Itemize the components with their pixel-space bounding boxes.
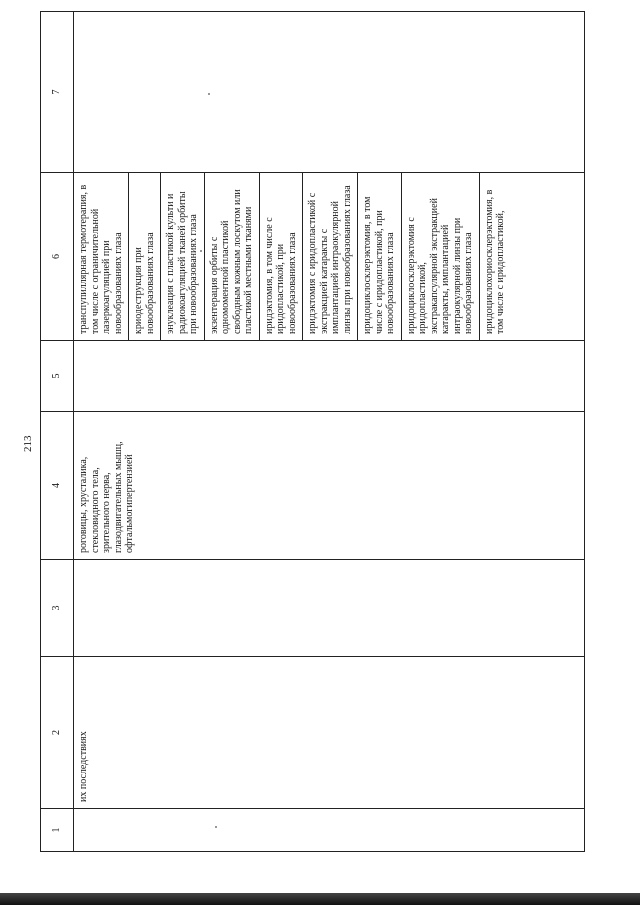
procedure-item: иридоциклохориосклерэктомия, в том числе с иридопластикой, [483,189,506,334]
scan-speck [208,93,210,95]
cell-col-4 [74,412,585,560]
procedure-item: иридоциклосклерэктомия с иридопластикой, экстракапсулярной экстракцией катаракты, имплантацией интраокулярной линзы при новообразованиях глаза [402,173,480,340]
cell-col-6 [74,173,585,341]
procedure-item: иридоциклосклерэктомия, в том числе с иридопластикой, при новообразованиях глаза [358,173,402,340]
services-table [40,11,585,852]
rotated-table [40,12,585,852]
header-col-5: 5 [41,341,74,412]
procedure-item: экзентерация орбиты с одномоментной пластикой свободным кожным лоскутом или пластикой местными тканями [205,173,260,340]
scan-speck [200,250,202,252]
procedure-item: иридэктомия, в том числе с иридопластикой, при новообразованиях глаза [260,173,304,340]
header-row [41,12,74,852]
header-col-1: 1 [41,809,74,852]
page-number: 213 [22,435,34,452]
header-col-4: 4 [41,412,74,560]
cell-col-2-text: их последствиях [78,731,89,802]
procedure-item: иридэктомия с иридопластикой с экстракцией катаракты с имплантацией интраокулярной линзы при новообразованиях глаза [303,173,358,340]
scan-edge-bar [0,893,640,905]
cell-col-3 [74,560,585,657]
header-col-6: 6 [41,173,74,341]
table-row [74,12,585,852]
header-col-2: 2 [41,657,74,809]
cell-col-5 [74,341,585,412]
cell-col-4-text: роговицы, хрусталика, стекловидного тела, зрительного нерва, глазодвигательных мышц, офтальмогипертензией [78,441,135,553]
procedure-item: транспупиллярная термотерапия, в том числе с ограничительной лазеркоагуляцией при новообразованиях глаза [74,173,129,340]
scan-speck [215,826,217,828]
procedure-item: криодеструкция при новообразованиях глаза [129,173,161,340]
procedure-item: энуклеация с пластикой культи и радиокоагуляцией тканей орбиты при новообразованиях глаза [161,173,205,340]
cell-col-1 [74,809,585,852]
cell-col-2 [74,657,585,809]
header-col-3: 3 [41,560,74,657]
cell-col-7 [74,12,585,173]
header-col-7: 7 [41,12,74,173]
procedure-list [74,173,584,340]
